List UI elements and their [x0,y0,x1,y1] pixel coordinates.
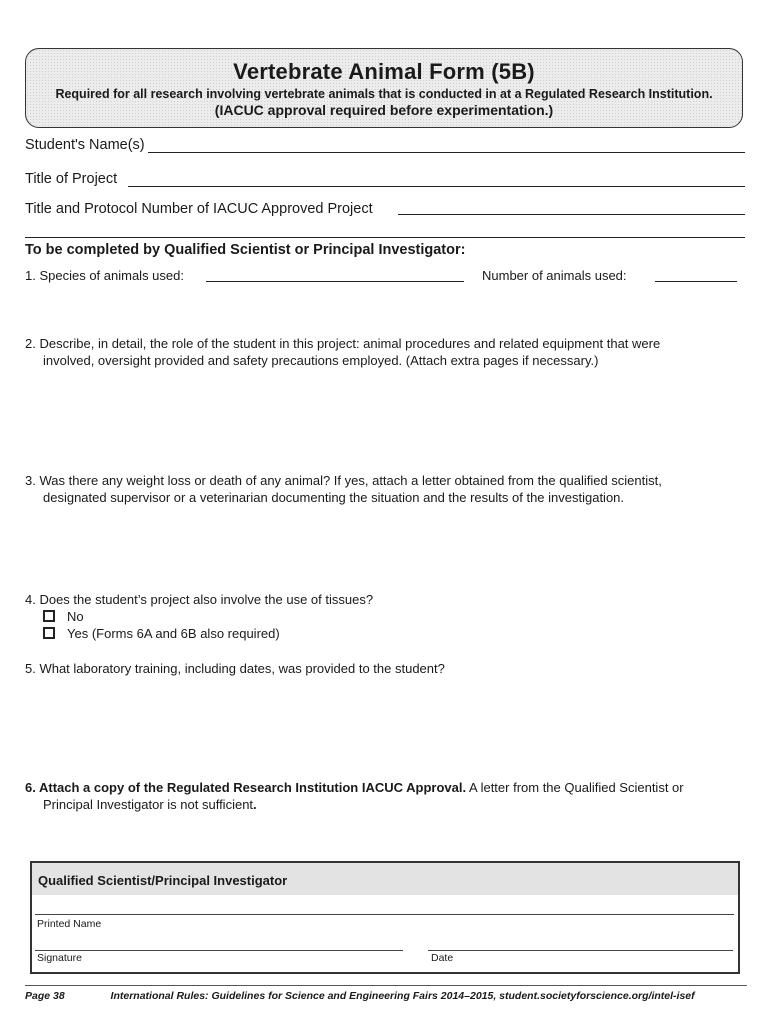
q3-line-1: 3. Was there any weight loss or death of any animal? If yes, attach a letter obtained from the qualified scientist, [25,473,662,488]
signature-box [30,861,740,974]
q5-text: 5. What laboratory training, including dates, was provided to the student? [25,661,445,676]
date-label: Date [431,952,454,964]
printed-name-label: Printed Name [37,918,102,930]
project-title-field[interactable] [128,186,745,187]
q4-yes-label: Yes (Forms 6A and 6B also required) [67,626,280,641]
q4-option-yes[interactable] [25,625,373,642]
q2-line-2: involved, oversight provided and safety precautions employed. (Attach extra pages if necessary.) [43,353,599,368]
protocol-field[interactable] [398,214,745,215]
footer-text: International Rules: Guidelines for Science and Engineering Fairs 2014–2015, student.societyforscience.org/intel-isef [110,990,695,1002]
protocol-field-line-2[interactable] [25,237,745,238]
footer [25,990,695,1002]
project-title-label: Title of Project [25,171,118,187]
form-subtitle: Required for all research involving vertebrate animals that is conducted in at a Regulated Research Institution. [55,87,713,101]
signature-box-heading: Qualified Scientist/Principal Investigator [32,863,738,895]
q1-species-label: 1. Species of animals used: [25,268,184,283]
q6-text [25,779,684,813]
protocol-label: Title and Protocol Number of IACUC Approved Project [25,201,373,217]
q1-number-label: Number of animals used: [482,268,627,283]
number-of-animals-field[interactable] [655,281,737,282]
q3-text [25,472,662,506]
species-field[interactable] [206,281,464,282]
footer-page: Page 38 [25,990,65,1002]
form-header [25,48,743,128]
q6-line-2: Principal Investigator is not sufficient [43,797,254,812]
q2-line-1: 2. Describe, in detail, the role of the student in this project: animal procedures and related equipment that were [25,336,661,351]
q6-rest: A letter from the Qualified Scientist or [466,780,684,795]
date-field[interactable] [428,950,733,951]
checkbox-no[interactable] [43,610,55,622]
section-heading: To be completed by Qualified Scientist or Principal Investigator: [25,242,466,258]
q6-bold: 6. Attach a copy of the Regulated Research Institution IACUC Approval. [25,780,467,795]
q4-option-no[interactable] [25,608,373,625]
q4-text [25,591,373,642]
printed-name-field[interactable] [35,914,734,915]
q6-period: . [253,797,257,812]
students-name-field[interactable] [148,152,745,153]
q4-no-label: No [67,609,84,624]
q3-line-2: designated supervisor or a veterinarian documenting the situation and the results of the investigation. [43,490,625,505]
form-subtitle-iacuc: (IACUC approval required before experimentation.) [214,102,554,118]
checkbox-yes[interactable] [43,627,55,639]
form-title: Vertebrate Animal Form (5B) [233,59,535,84]
signature-field[interactable] [35,950,403,951]
students-name-label: Student's Name(s) [25,137,145,153]
q4-question: 4. Does the student’s project also involve the use of tissues? [25,592,374,607]
footer-divider [25,985,747,986]
q2-text [25,335,660,369]
signature-label: Signature [37,952,82,964]
